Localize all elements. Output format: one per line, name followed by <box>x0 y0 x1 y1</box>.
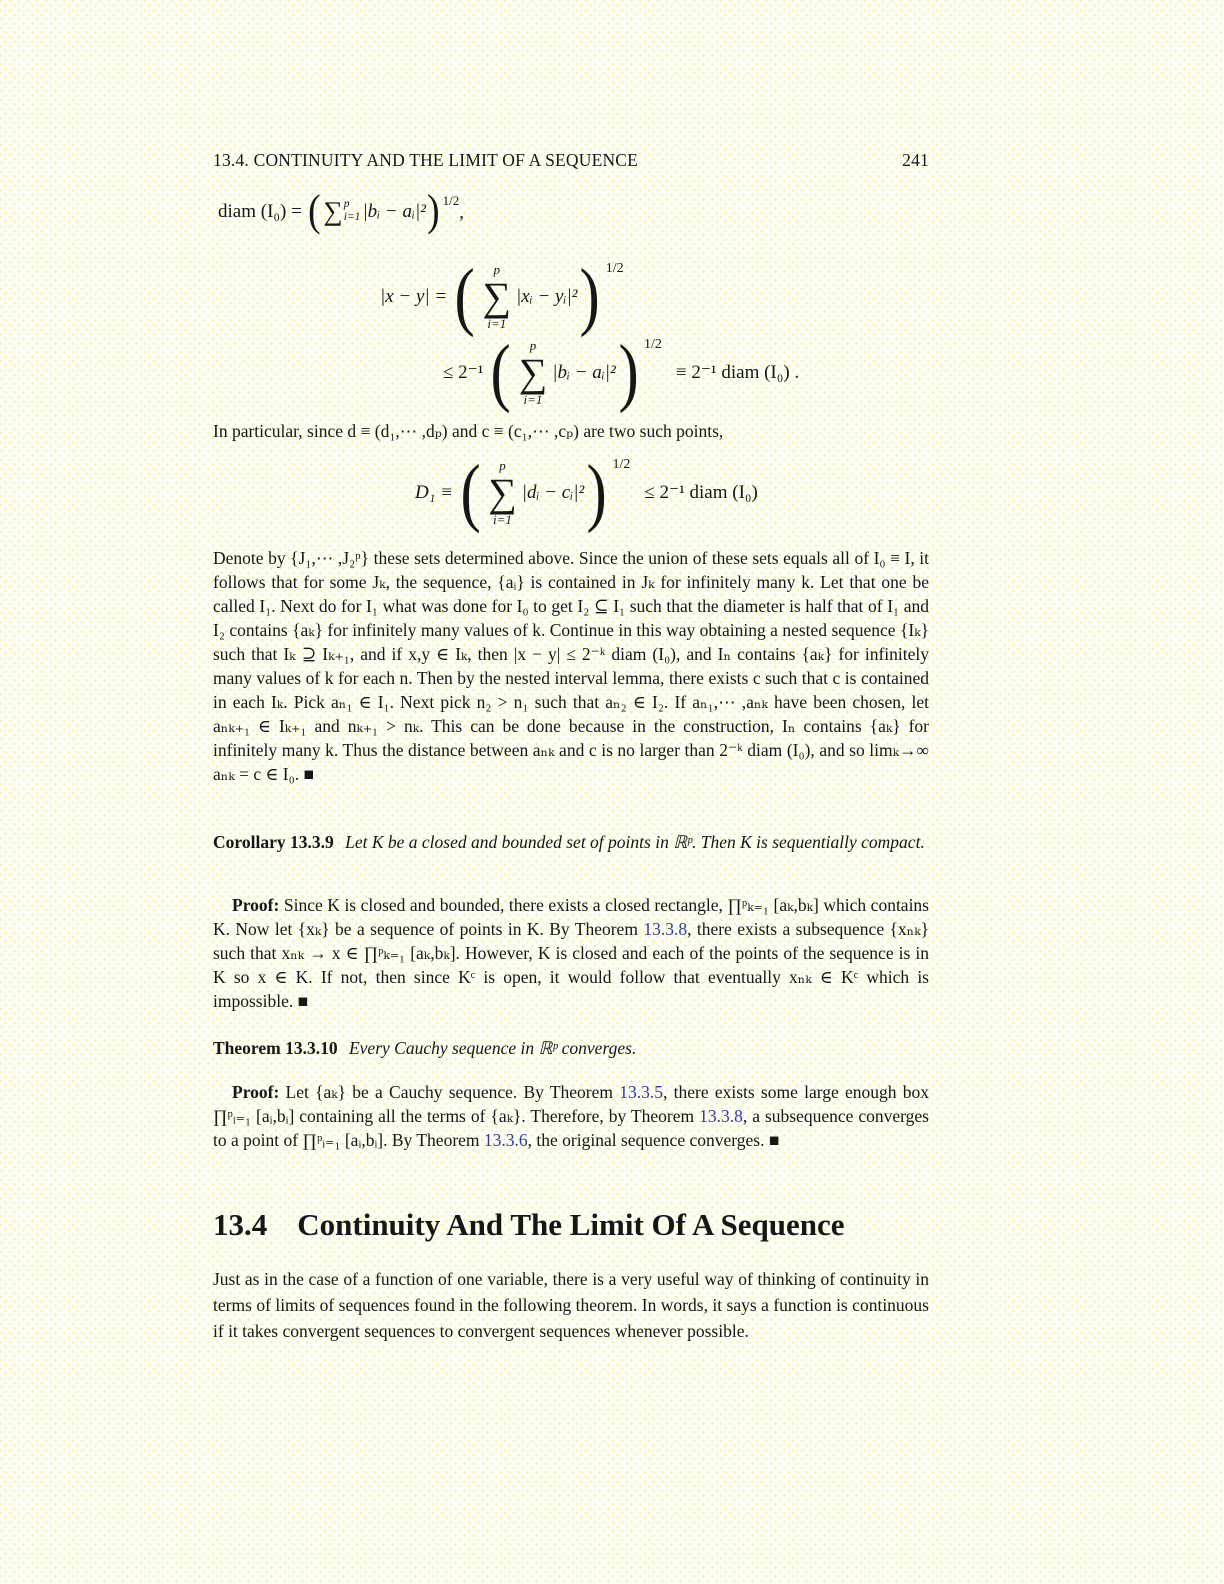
right-paren: ) <box>579 254 601 339</box>
proof-lead: Proof: <box>232 895 280 915</box>
equation-norm-line2 <box>438 330 804 415</box>
corollary-label: Corollary 13.3.9 <box>213 832 334 852</box>
left-paren: ( <box>460 450 481 535</box>
paragraph-section-intro <box>213 1266 929 1344</box>
sigma-glyph: ∑ <box>488 469 517 515</box>
paragraph-in-particular <box>213 419 929 443</box>
eq-lead: diam (I₀) = <box>218 200 302 222</box>
eq-exponent: 1/2 <box>644 337 662 352</box>
eq-lhs: D₁ ≡ <box>415 482 453 504</box>
section-heading <box>213 1208 844 1242</box>
theorem-ref-13-3-5[interactable]: 13.3.5 <box>619 1082 663 1102</box>
theorem-statement: Every Cauchy sequence in ℝᵖ converges. <box>348 1038 637 1058</box>
sum-upper-limit: p <box>499 458 506 473</box>
proof-text: , the original sequence converges. ■ <box>527 1130 780 1150</box>
right-paren: ) <box>618 330 639 415</box>
sum-lower-limit: i=1 <box>487 315 507 331</box>
proof-cauchy-converges <box>213 1080 929 1152</box>
proof-text: , there exists some large enough box ∏ᵖᵢ₌₁ [aᵢ,bᵢ] containing all the terms of {aₖ}. Therefore, by Theorem <box>213 1082 930 1126</box>
section-number: 13.4 <box>213 1207 268 1242</box>
eq-lhs: |x − y| = <box>380 286 448 308</box>
eq-tail: ≤ 2⁻¹ diam (I₀) <box>644 482 758 504</box>
sum-lower-limit: i=1 <box>523 391 543 407</box>
proof-sequential-compactness <box>213 893 929 1013</box>
sigma-glyph: ∑ <box>518 349 548 395</box>
sum-upper-limit: p <box>493 262 501 277</box>
proof-text: , there exists a subsequence {xₙₖ} such that xₙₖ → x ∈ ∏ᵖₖ₌₁ [aₖ,bₖ]. However, K is closed and each of the points of the sequence is in K so x ∈ K. If not, then since Kᶜ is open, it would follow that eventually xₙₖ ∈ Kᶜ which is impossible. ■ <box>213 919 929 1011</box>
sum-limits <box>344 198 361 224</box>
eq-tail: , <box>459 201 464 223</box>
theorem-ref-13-3-6[interactable]: 13.3.6 <box>483 1130 528 1150</box>
sigma-glyph: ∑ <box>482 273 512 319</box>
eq-tail: ≡ 2⁻¹ diam (I₀) . <box>675 362 800 384</box>
right-paren: ) <box>427 186 440 235</box>
theorem-ref-13-3-8[interactable]: 13.3.8 <box>643 919 688 939</box>
left-paren: ( <box>454 254 475 339</box>
right-paren: ) <box>586 450 607 535</box>
eq-exponent: 1/2 <box>605 261 624 276</box>
proof-lead: Proof: <box>232 1082 280 1102</box>
paragraph-text: Denote by {J₁,⋯ ,J₂ᵖ} these sets determined above. Since the union of these sets equals all of I₀ ≡ I, it follows that for some Jₖ, the sequence, {aᵢ} is contained in Jₖ for infinitely many k. Let that one be called I₁. Next do for I₁ what was done for I₀ to get I₂ ⊆ I₁ such that the diameter is half that of I₁ and I₂ contains {aₖ} for infinitely many values of k. Continue in this way obtaining a nested sequence {Iₖ} such that Iₖ ⊇ Iₖ₊₁, and if x,y ∈ Iₖ, then |x − y| ≤ 2⁻ᵏ diam (I₀), and Iₙ contains {aₖ} for infinitely many values of k for each n. Then by the nested interval lemma, there exists c such that c is contained in each Iₖ. Pick aₙ₁ ∈ I₁. Next pick n₂ > n₁ such that aₙ₂ ∈ I₂. If aₙ₁,⋯ ,aₙₖ have been chosen, let aₙₖ₊₁ ∈ Iₖ₊₁ and nₖ₊₁ > nₖ. This can be done because in the construction, Iₙ contains {aₖ} for infinitely many k. Thus the distance between aₙₖ and c is no larger than 2⁻ᵏ diam (I₀), and so limₖ→∞ aₙₖ = c ∈ I₀. ■ <box>213 548 929 784</box>
corollary-statement: Let K be a closed and bounded set of points in ℝᵖ. Then K is sequentially compact. <box>345 832 925 852</box>
paragraph-text: In particular, since d ≡ (d₁,⋯ ,dₚ) and c ≡ (c₁,⋯ ,cₚ) are two such points, <box>213 421 724 441</box>
sum-symbol <box>519 338 548 407</box>
eq-exponent: 1/2 <box>612 457 631 472</box>
sum-symbol <box>483 262 512 331</box>
section-title: Continuity And The Limit Of A Sequence <box>297 1207 845 1242</box>
eq-lhs: ≤ 2⁻¹ <box>443 362 484 384</box>
eq-body: |dᵢ − cᵢ|² <box>521 482 585 504</box>
page-number: 241 <box>902 150 929 170</box>
equation-norm-line1 <box>375 254 624 339</box>
sum-upper-limit: p <box>529 338 537 353</box>
proof-text: , a subsequence converges to a point of ∏ᵖᵢ₌₁ [aᵢ,bᵢ]. By Theorem <box>213 1106 929 1150</box>
sum-symbol <box>488 458 517 527</box>
paragraph-nested-sequence <box>213 546 929 786</box>
left-paren: ( <box>307 186 321 235</box>
running-head-title: 13.4. CONTINUITY AND THE LIMIT OF A SEQUENCE <box>213 150 639 170</box>
sum-lower-limit: i=1 <box>343 211 361 224</box>
eq-body: |bᵢ − aᵢ|² <box>362 200 426 222</box>
sum-symbol <box>323 195 361 226</box>
eq-body: |bᵢ − aᵢ|² <box>552 362 616 384</box>
proof-text: Since K is closed and bounded, there exists a closed rectangle, ∏ᵖₖ₌₁ [aₖ,bₖ] which contains K. Now let {xₖ} be a sequence of points in K. By Theorem <box>213 895 929 939</box>
sigma-glyph: ∑ <box>323 195 343 226</box>
corollary-13-3-9 <box>213 830 929 854</box>
sum-upper-limit: p <box>343 198 350 211</box>
running-head <box>213 150 929 171</box>
eq-exponent: 1/2 <box>442 193 460 208</box>
left-paren: ( <box>490 330 512 415</box>
theorem-ref-13-3-8[interactable]: 13.3.8 <box>699 1106 743 1126</box>
equation-diam-definition <box>213 186 464 235</box>
theorem-13-3-10 <box>213 1036 929 1060</box>
sum-lower-limit: i=1 <box>493 511 512 527</box>
eq-body: |xᵢ − yᵢ|² <box>516 286 578 308</box>
theorem-label: Theorem 13.3.10 <box>213 1038 338 1058</box>
paragraph-text: Just as in the case of a function of one variable, there is a very useful way of thinking of continuity in terms of limits of sequences found in the following theorem. In words, it says a function is continuous if it takes convergent sequences to convergent sequences whenever possible. <box>213 1269 929 1341</box>
proof-text: Let {aₖ} be a Cauchy sequence. By Theorem <box>285 1082 620 1102</box>
equation-d1 <box>410 450 763 535</box>
